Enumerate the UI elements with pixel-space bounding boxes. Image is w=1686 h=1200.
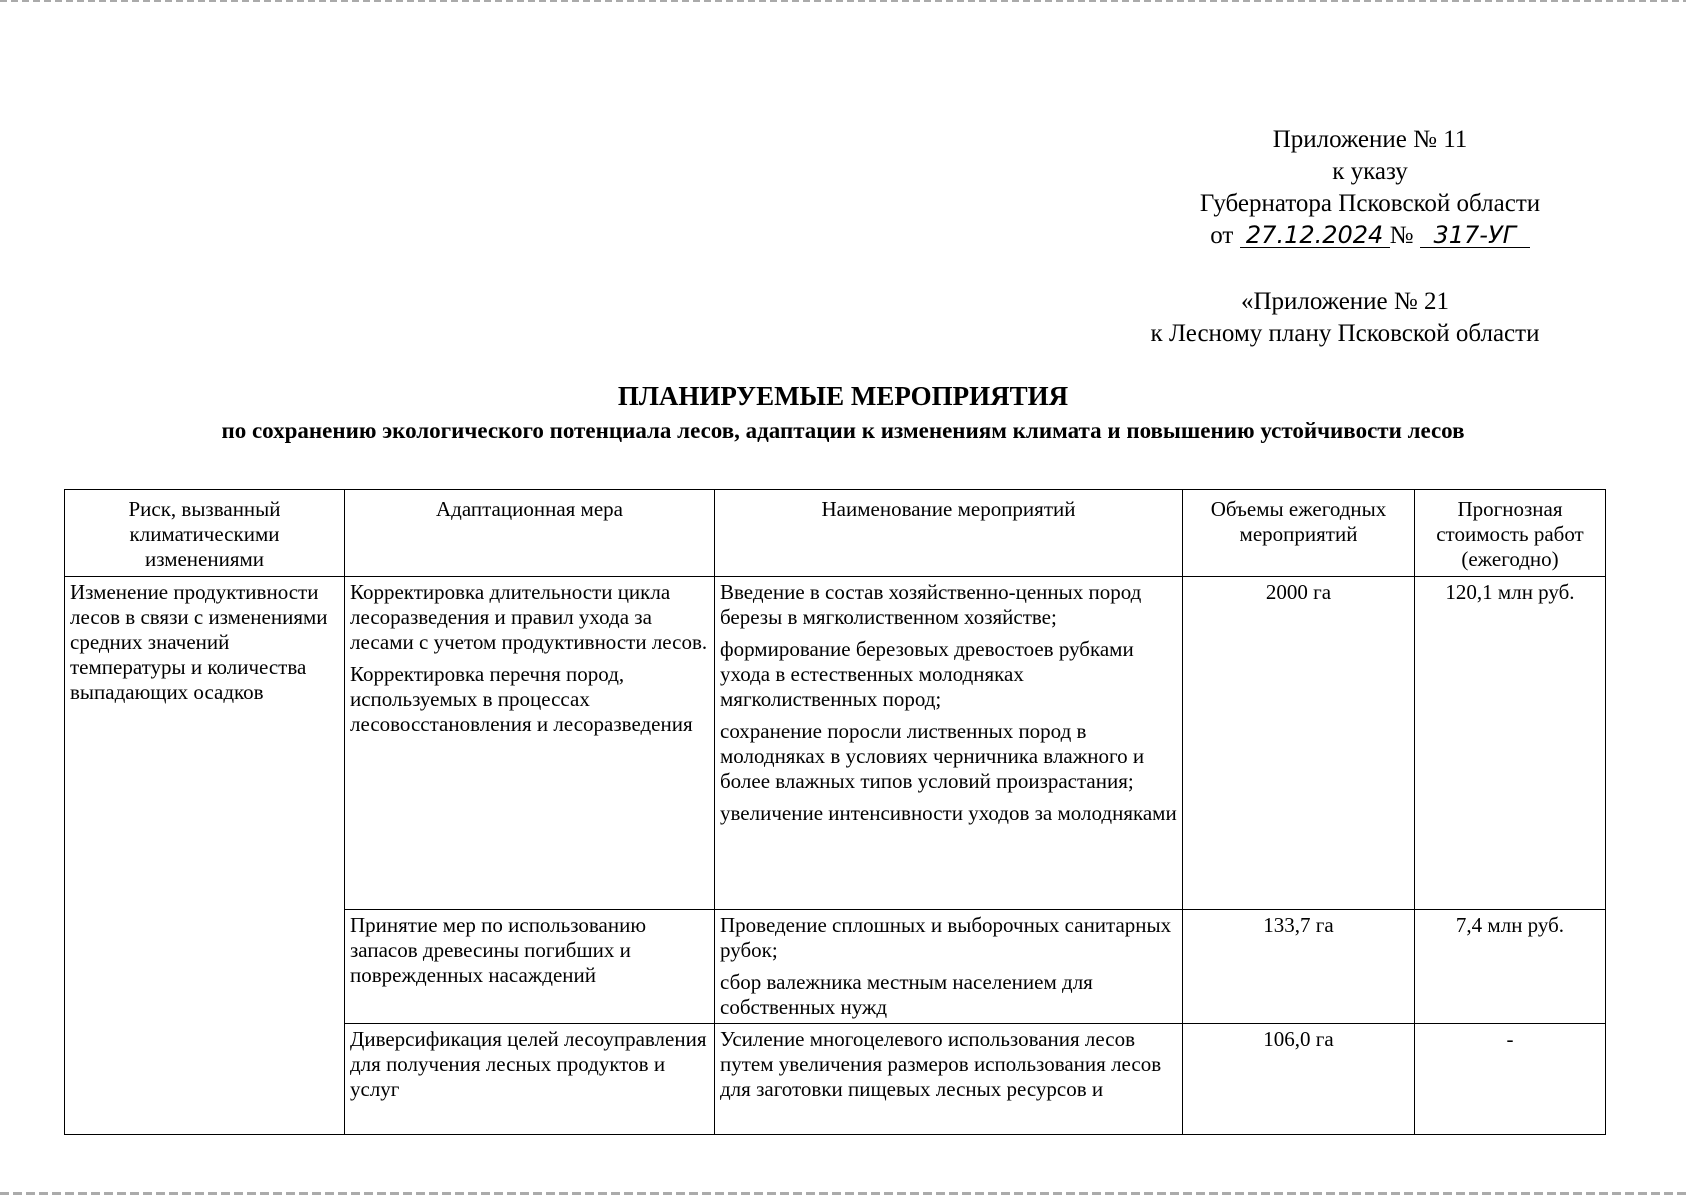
activity-cell [715,577,1183,910]
scan-edge-bottom [0,1192,1686,1195]
cost-cell: 120,1 млн руб. [1415,577,1606,910]
volume-cell: 106,0 га [1183,1024,1415,1135]
volume-cell: 2000 га [1183,577,1415,910]
measure-paragraph: Принятие мер по использованию запасов древесины погибших и поврежденных насаждений [350,913,647,987]
original-appendix-header [1110,286,1580,350]
measure-paragraph: Корректировка длительности цикла лесоразведения и правил ухода за лесами с учетом продуктивности лесов. [350,580,708,654]
activity-cell [715,1024,1183,1135]
cost-cell: - [1415,1024,1606,1135]
header-risk: Риск, вызванный климатическими изменениями [65,490,345,577]
original-appendix-line-2: к Лесному плану Псковской области [1150,320,1540,347]
header-measure: Адаптационная мера [345,490,715,577]
measure-cell [345,910,715,1024]
header-activity: Наименование мероприятий [715,490,1183,577]
appendix-line-1: Приложение № 11 [1272,126,1468,153]
activity-paragraph: формирование березовых древостоев рубками ухода в естественных молодняках мягколиственных пород; [720,637,1134,711]
date-prefix: от [1210,222,1234,249]
measure-paragraph: Диверсификация целей лесоуправления для получения лесных продуктов и услуг [350,1027,707,1101]
original-appendix-line-1: «Приложение № 21 [1240,288,1450,315]
header-volume: Объемы ежегодных мероприятий [1183,490,1415,577]
measure-paragraph: Корректировка перечня пород, используемых в процессах лесовосстановления и лесоразведения [350,662,693,736]
appendix-date-line [1150,220,1590,252]
activity-paragraph: Введение в состав хозяйственно-ценных пород березы в мягколиственном хозяйстве; [720,580,1142,629]
activity-paragraph: сохранение поросли лиственных пород в молодняках в условиях черничника влажного и более влажных типов условий произрастания; [720,719,1145,793]
table-row [65,577,1606,910]
appendix-line-2: к указу [1332,158,1408,185]
header-cost: Прогнозная стоимость работ (ежегодно) [1415,490,1606,577]
document-subtitle: по сохранению экологического потенциала лесов, адаптации к изменениям климата и повышению устойчивости лесов [221,418,1465,443]
activity-paragraph: увеличение интенсивности уходов за молодняками [720,801,1177,825]
document-title: ПЛАНИРУЕМЫЕ МЕРОПРИЯТИЯ [617,381,1069,411]
number-prefix: № [1389,222,1414,249]
measure-cell [345,1024,715,1135]
measure-cell [345,577,715,910]
activity-paragraph: сбор валежника местным населением для собственных нужд [720,970,1093,1019]
scan-edge-top [0,0,1686,2]
appendix-header [1150,124,1590,252]
handwritten-number: 317-УГ [1420,223,1530,248]
measures-table [64,489,1606,1135]
table-header-row [65,490,1606,577]
activity-paragraph: Проведение сплошных и выборочных санитарных рубок; [720,913,1172,962]
appendix-line-3: Губернатора Псковской области [1199,190,1541,217]
handwritten-date: 27.12.2024 [1240,223,1390,248]
risk-cell: Изменение продуктивности лесов в связи с изменениями средних значений температуры и количества выпадающих осадков [65,577,345,1135]
activity-paragraph: Усиление многоцелевого использования лесов путем увеличения размеров использования лесов для заготовки пищевых лесных ресурсов и [720,1027,1162,1101]
volume-cell: 133,7 га [1183,910,1415,1024]
cost-cell: 7,4 млн руб. [1415,910,1606,1024]
activity-cell [715,910,1183,1024]
